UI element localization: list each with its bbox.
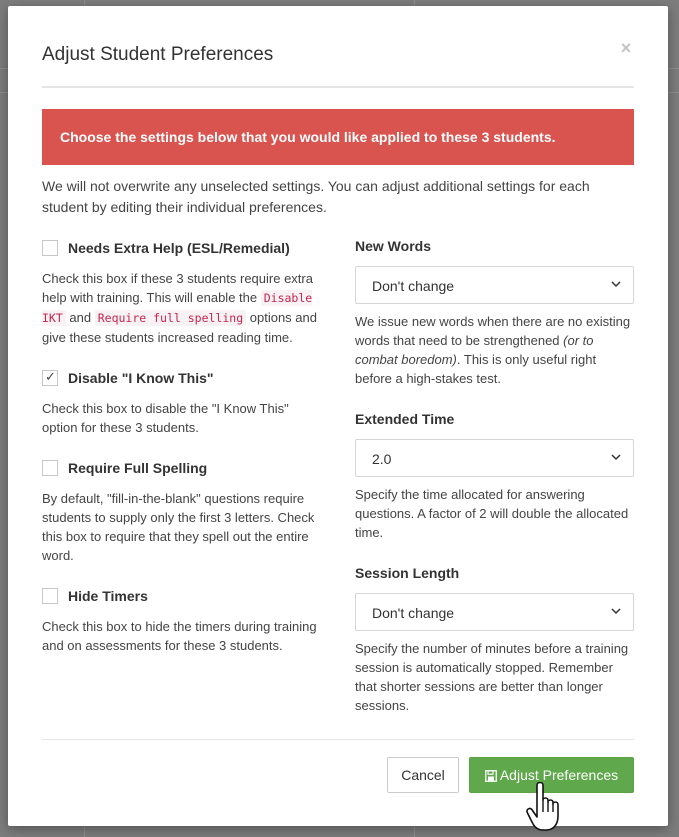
new-words-value: Don't change xyxy=(372,278,455,294)
extended-time-value: 2.0 xyxy=(372,451,392,467)
session-length-value: Don't change xyxy=(372,605,455,621)
disable-ikt-description: Check this box to disable the "I Know This" option for these 3 students. xyxy=(42,401,289,435)
code-disable-ikt: Disable IKT xyxy=(42,291,313,325)
new-words-field xyxy=(355,238,634,388)
help-text: . This is only useful right before a high-stakes test. xyxy=(355,352,597,386)
help-text: We issue new words when there are no existing words that need to be strengthened xyxy=(355,314,631,348)
hide-timers-row[interactable] xyxy=(42,586,322,608)
disable-ikt-option xyxy=(42,368,322,437)
extra-help-label[interactable]: Needs Extra Help (ESL/Remedial) xyxy=(68,240,290,256)
extra-help-description xyxy=(42,269,322,347)
modal-header xyxy=(42,6,634,88)
checkbox-column xyxy=(42,238,322,655)
modal-title: Adjust Student Preferences xyxy=(42,44,274,65)
intro-text: We will not overwrite any unselected settings. You can adjust additional settings for each student by editing their individual preferences. xyxy=(42,178,590,215)
full-spelling-row[interactable] xyxy=(42,458,322,480)
chevron-down-icon xyxy=(611,279,621,289)
help-text: and xyxy=(69,310,92,325)
extended-time-description: Specify the time allocated for answering questions. A factor of 2 will double the allocated time. xyxy=(355,487,629,540)
close-icon[interactable]: × xyxy=(620,38,632,58)
extra-help-option xyxy=(42,238,322,347)
help-text: options and give these students increased reading time. xyxy=(42,310,317,345)
save-icon xyxy=(485,770,497,782)
cancel-button[interactable]: Cancel xyxy=(387,757,459,793)
disable-ikt-label[interactable]: Disable "I Know This" xyxy=(68,370,214,386)
new-words-select[interactable] xyxy=(355,266,634,304)
session-length-select[interactable] xyxy=(355,593,634,631)
extended-time-label: Extended Time xyxy=(355,411,455,427)
session-length-description: Specify the number of minutes before a training session is automatically stopped. Remember that shorter sessions are better than longer sessions. xyxy=(355,641,629,713)
full-spelling-checkbox[interactable] xyxy=(42,460,58,476)
chevron-down-icon xyxy=(611,606,621,616)
hide-timers-checkbox[interactable] xyxy=(42,588,58,604)
checkmark-icon: ✓ xyxy=(45,369,56,384)
disable-ikt-row[interactable] xyxy=(42,368,322,390)
code-require-full-spelling: Require full spelling xyxy=(95,310,246,326)
hide-timers-label[interactable]: Hide Timers xyxy=(68,588,148,604)
full-spelling-option xyxy=(42,458,322,565)
extended-time-field xyxy=(355,411,634,542)
footer-divider xyxy=(42,739,634,740)
help-text-italic: (or to combat boredom) xyxy=(355,333,594,367)
chevron-down-icon xyxy=(611,452,621,462)
extra-help-checkbox[interactable] xyxy=(42,240,58,256)
disable-ikt-checkbox[interactable] xyxy=(42,370,58,386)
extra-help-row[interactable] xyxy=(42,238,322,260)
new-words-description xyxy=(355,312,634,388)
new-words-label: New Words xyxy=(355,238,431,254)
select-column xyxy=(355,238,634,715)
help-text: Check this box if these 3 students require extra help with training. This will enable the xyxy=(42,271,313,305)
session-length-field xyxy=(355,565,634,715)
adjust-preferences-modal xyxy=(8,6,668,826)
full-spelling-description: By default, "fill-in-the-blank" questions require students to supply only the first 3 letters. Check this box to require that they spell out the entire word. xyxy=(42,491,315,563)
extended-time-select[interactable] xyxy=(355,439,634,477)
session-length-label: Session Length xyxy=(355,565,460,581)
hide-timers-description: Check this box to hide the timers during training and on assessments for these 3 students. xyxy=(42,619,317,653)
adjust-preferences-label: Adjust Preferences xyxy=(499,767,619,783)
hand-pointer-cursor-icon xyxy=(525,782,561,832)
full-spelling-label[interactable]: Require Full Spelling xyxy=(68,460,208,476)
hide-timers-option xyxy=(42,586,322,655)
alert-banner: Choose the settings below that you would like applied to these 3 students. xyxy=(42,109,634,165)
